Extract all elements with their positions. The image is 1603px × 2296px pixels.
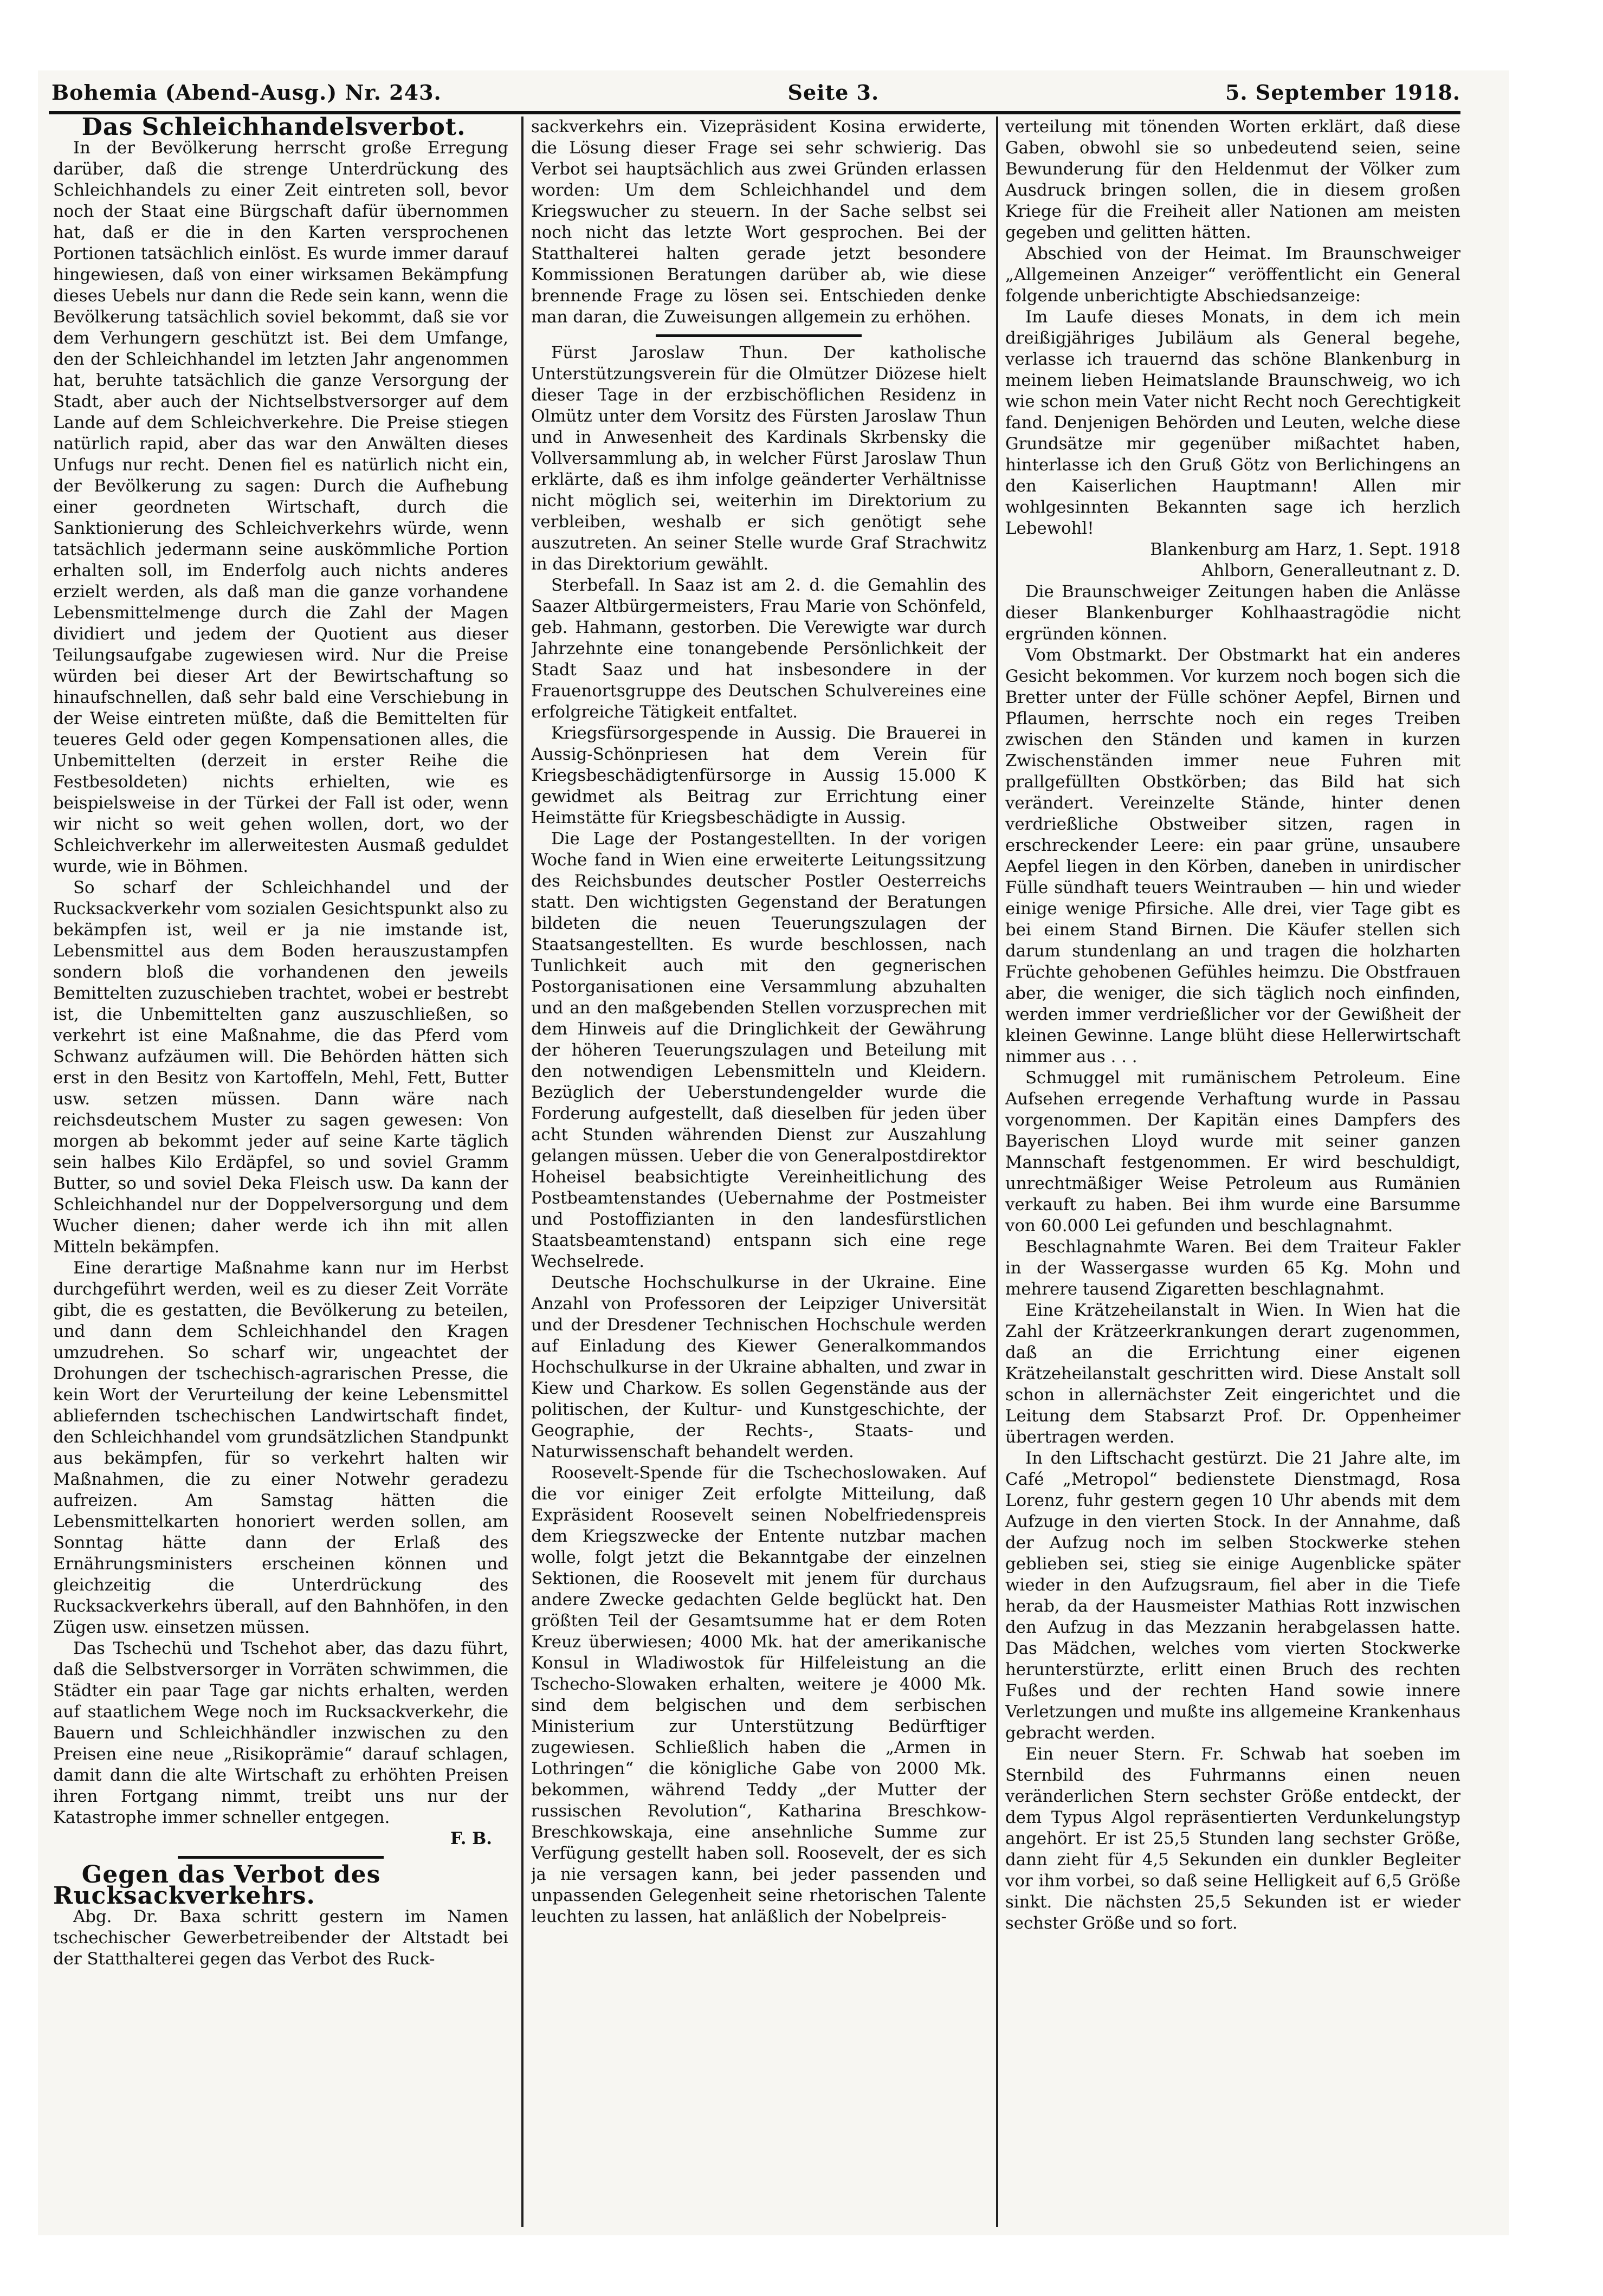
article-paragraph: Eine derartige Maßnahme kann nur im Herbst durchgeführt werden, weil es zu dieser Zeit Vorräte gibt, die es gestatten, die Bevölkerung zu beteilen, und dann dem Schleichhandel den Kragen umzudrehen. So scharf wir, ungeachtet der Drohungen der tschechisch-agrarischen Presse, die kein Wort der Verurteilung der keine Lebensmittel abliefernden tschechischen Landwirtschaft findet, den Schleichhandel vom grundsätzlichen Standpunkt aus bekämpfen, für so verkehrt halten wir Maßnahmen, die zu einer Notwehr geradezu aufreizen. Am Samstag hätten die Lebensmittelkarten honoriert werden sollen, am Sonntag hätte dann der Erlaß des Ernährungsministers erscheinen können und gleichzeitig die Unterdrückung des Rucksackverkehrs überall, auf den Bahnhöfen, in den Zügen usw. einsetzen müssen. [53,1258,508,1637]
header-date: 5. September 1918. [1225,80,1460,105]
article-title-rucksackverkehr: Gegen das Verbot des Rucksackverkehrs. [53,1861,381,1910]
quoted-notice: Im Laufe dieses Monats, in dem ich mein dreißigjähriges Jubiläum als General begehe, verlasse ich trauernd das schöne Blankenburg in meinem lieben Heimatslande Braunschweig, wo ich wie schon mein Vater nicht Recht noch Gerechtigkeit fand. Denjenigen Behörden und Leuten, welche diese Grundsätze mir gegenüber mißachtet haben, hinterlasse ich den Gruß Götz von Berlichingens an den Kaiserlichen Hauptmann! Allen mir wohlgesinnten Bekannten sage ich herzlich Lebewohl! [1005,307,1460,538]
header-rule [49,111,1460,114]
news-item-postangestellte: Die Lage der Postangestellten. In der vorigen Woche fand in Wien eine erweiterte Leitungssitzung des Reichsbundes deutscher Postler Oesterreichs statt. Den wichtigsten Gegenstand der Beratungen bildeten die neuen Teuerungszulagen der Staatsangestellten. Es wurde beschlossen, nach Tunlichkeit auch mit den gegnerischen Postorganisationen eine Versammlung abzuhalten und an den maßgebenden Stellen vorzusprechen mit dem Hinweis auf die Dringlichkeit der Gewährung der höheren Teuerungszulagen und Beteilung mit den notwendigen Lebensmitteln und Kleidern. Bezüglich der Ueberstundengelder wurde die Forderung aufgestellt, daß dieselben für jeden über acht Stunden währenden Dienst zur Auszahlung gelangen müssen. Ueber die von Generalpostdirektor Hoheisel beabsichtigte Vereinheitlichung des Postbeamtenstandes (Uebernahme der Postmeister und Postoffizianten in den landesfürstlichen Staatsbeamtenstand) entspann sich eine rege Wechselrede. [531,829,986,1271]
article-paragraph: Die Braunschweiger Zeitungen haben die Anlässe dieser Blankenburger Kohlhaastragödie nicht ergründen können. [1005,582,1460,644]
article-separator [178,1856,384,1859]
news-item-schmuggel: Schmuggel mit rumänischem Petroleum. Eine Aufsehen erregende Verhaftung wurde in Passau vorgenommen. Der Kapitän eines Dampfers des Bayerischen Lloyd wurde mit seiner ganzen Mannschaft festgenommen. Er wird beschuldigt, unrechtmäßiger Weise Petroleum aus Rumänien verkauft zu haben. Bei ihm wurde eine Barsumme von 60.000 Lei gefunden und beschlagnahmt. [1005,1068,1460,1236]
column-3 [1005,117,1460,2227]
notice-place-date: Blankenburg am Harz, 1. Sept. 1918 [1150,540,1460,559]
article-paragraph: Abg. Dr. Baxa schritt gestern im Namen tschechischer Gewerbetreibender der Altstadt bei der Statthalterei gegen das Verbot des Ruck- [53,1907,508,1969]
header-page-number: Seite 3. [787,80,880,105]
news-item-liftschacht: In den Liftschacht gestürzt. Die 21 Jahre alte, im Café „Metropol“ bedienstete Dienstmagd, Rosa Lorenz, fuhr gestern gegen 10 Uhr abends mit dem Aufzuge in den vierten Stock. In der Annahme, daß der Aufzug noch im selben Stockwerke stehen geblieben sei, stieg sie einige Augenblicke später wieder in den Aufzugsraum, fiel aber in die Tiefe herab, da der Hausmeister Mathias Rott inzwischen den Aufzug in das Mezzanin herabgelassen hatte. Das Mädchen, welches vom vierten Stockwerke herunterstürzte, erlitt einen Bruch des rechten Fußes und der rechten Hand sowie innere Verletzungen und mußte ins allgemeine Krankenhaus gebracht werden. [1005,1448,1460,1743]
news-item-aussig: Kriegsfürsorgespende in Aussig. Die Brauerei in Aussig-Schönpriesen hat dem Verein für Kriegsbeschädigtenfürsorge in Aussig 15.000 K gewidmet als Beitrag zur Errichtung einer Heimstätte für Kriegsbeschädigte in Aussig. [531,723,986,827]
article-paragraph: verteilung mit tönenden Worten erklärt, daß diese Gaben, obwohl sie so unbedeutend seien, seine Bewunderung für den Heldenmut der Völker zum Ausdruck bringen sollen, die in diesem großen Kriege für die Freiheit aller Nationen am meisten gegeben und gelitten hätten. [1005,117,1460,242]
article-paragraph: In der Bevölkerung herrscht große Erregung darüber, daß die strenge Unterdrückung des Schleichhandels zu einer Zeit eintreten soll, bevor noch der Staat eine Bürgschaft dafür übernommen hat, daß er die in den Karten versprochenen Portionen tatsächlich einlöst. Es wurde immer darauf hingewiesen, daß von einer wirksamen Bekämpfung dieses Uebels nur dann die Rede sein kann, wenn die Bevölkerung tatsächlich soviel bekommt, daß sie vor dem Verhungern geschützt ist. Bei dem Umfange, den der Schleichhandel im letzten Jahr angenommen hat, beruhte tatsächlich die ganze Versorgung der Stadt, aber auch der Nichtselbstversorger auf dem Lande auf dem Schleichverkehre. Die Preise stiegen natürlich rapid, aber das war den Anwälten dieses Unfugs nur recht. Denen fiel es natürlich nicht ein, der Bevölkerung zu sagen: Durch die Aufhebung einer geordneten Wirtschaft, durch die Sanktionierung des Schleichverkehrs würde, wenn tatsächlich jedermann seine auskömmliche Portion erhalten soll, im Enderfolg auch nichts anderes erzielt werden, als daß man die ganze vorhandene Lebensmittelmenge durch die Zahl der Magen dividiert und jedem der Quotient aus dieser Teilungsaufgabe zugewiesen wird. Nur die Preise würden bei dieser Art der Bewirtschaftung so hinaufschnellen, daß sehr bald eine Verschiebung in der Weise eintreten müßte, daß die Bemittelten für teueres Geld oder gegen Kompensationen alles, die Unbemittelten (derzeit in erster Reihe die Festbesoldeten) nichts erhielten, wie es beispielsweise in der Türkei der Fall ist oder, wenn wir nicht so weit gehen wollen, dort, wo der Schleichverkehr im allerweitesten Ausmaß geduldet wurde, wie in Böhmen. [53,138,508,876]
news-item-obstmarkt: Vom Obstmarkt. Der Obstmarkt hat ein anderes Gesicht bekommen. Vor kurzem noch bogen sich die Bretter unter der Fülle schöner Aepfel, Birnen und Pflaumen, herrschte noch ein reges Treiben zwischen den Ständen und kamen in kurzen Zwischenständen immer neue Fuhren mit prallgefüllten Obstkörben; das Bild hat sich verändert. Vereinzelte Stände, hinter denen verdrießliche Obstweiber sitzen, ragen in erschreckender Leere: ein paar grüne, unsaubere Aepfel liegen in den Körben, daneben in unirdischer Fülle sündhaft teuers Weintrauben — hin und wieder einige wenige Pfirsiche. Alle drei, vier Tage gibt es bei einem Stand Birnen. Die Käufer stellen sich darum stundenlang an und tragen die holzharten Früchte gehobenen Gefühles heimzu. Die Obstfrauen aber, die weniger, die sich täglich noch einfinden, werden immer verdrießlicher vor der Gewißheit der kleinen Gewinne. Lange blüht diese Hellerwirtschaft nimmer aus . . . [1005,645,1460,1066]
article-separator [656,334,862,337]
column-2 [531,117,986,2227]
column-rule-2 [996,117,998,2227]
news-item-stern: Ein neuer Stern. Fr. Schwab hat soeben im Sternbild des Fuhrmanns einen neuen veränderlichen Stern sechster Größe entdeckt, der dem Typus Algol repräsentierten Verdunkelungstyp angehört. Er ist 25,5 Stunden lang sechster Größe, dann zieht für 4,5 Sekunden ein dunkler Begleiter vor ihm vorbei, so daß seine Helligkeit auf 6,5 Größe sinkt. Die nächsten 25,5 Sekunden ist er wieder sechster Größe und so fort. [1005,1744,1460,1933]
news-item-sterbefall: Sterbefall. In Saaz ist am 2. d. die Gemahlin des Saazer Altbürgermeisters, Frau Marie von Schönfeld, geb. Hahmann, gestorben. Die Verewigte war durch Jahrzehnte eine tonangebende Persönlichkeit der Stadt Saaz und hat insbesondere in der Frauenortsgruppe des Deutschen Schulvereines eine erfolgreiche Tätigkeit entfaltet. [531,575,986,722]
header-issue: Bohemia (Abend-Ausg.) Nr. 243. [51,80,442,105]
article-paragraph: So scharf der Schleichhandel und der Rucksackverkehr vom sozialen Gesichtspunkt also zu bekämpfen ist, weil er ja nie imstande ist, Lebensmittel aus dem Boden herauszustampfen sondern bloß die vorhandenen den jeweils Bemittelten zuzuschieben trachtet, wobei er bestrebt ist, die Unbemittelten ganz auszuschließen, so verkehrt ist eine Maßnahme, die das Pferd vom Schwanz aufzäumen will. Die Behörden hätten sich erst in den Besitz von Kartoffeln, Mehl, Fett, Butter usw. setzen müssen. Dann wäre nach reichsdeutschem Muster zu sagen gewesen: Von morgen ab bekommt jeder auf seine Karte täglich sein halbes Kilo Erdäpfel, so und soviel Gramm Butter, so und soviel Deka Fleisch usw. Da kann der Schleichhandel nur der Doppelversorgung und dem Wucher dienen; daher werde ich ihn mit allen Mitteln bekämpfen. [53,878,508,1257]
news-item-kraetze: Eine Krätzeheilanstalt in Wien. In Wien hat die Zahl der Krätzeerkrankungen derart zugenommen, daß an die Errichtung einer eigenen Krätzeheilanstalt geschritten wird. Diese Anstalt soll schon in allernächster Zeit eingerichtet und die Leitung dem Stabsarzt Prof. Dr. Oppenheimer übertragen werden. [1005,1301,1460,1447]
news-item-beschlagnahme: Beschlagnahmte Waren. Bei dem Traiteur Fakler in der Wassergasse wurden 65 Kg. Mohn und mehrere tausend Zigaretten beschlagnahmt. [1005,1237,1460,1299]
article-paragraph: sackverkehrs ein. Vizepräsident Kosina erwiderte, die Lösung dieser Frage sei sehr schwierig. Das Verbot sei hauptsächlich aus zwei Gründen erlassen worden: Um dem Schleichhandel und dem Kriegswucher zu steuern. In der Sache selbst sei noch nicht das letzte Wort gesprochen. Bei der Statthalterei halten gerade jetzt besondere Kommissionen Beratungen darüber ab, wie diese brennende Frage zu lösen sei. Entschieden denke man daran, die Zuweisungen allgemein zu erhöhen. [531,117,986,327]
column-rule-1 [521,117,523,2227]
article-signature: F. B. [450,1829,492,1848]
news-item-roosevelt: Roosevelt-Spende für die Tschechoslowaken. Auf die vor einiger Zeit erfolgte Mitteilung, daß Expräsident Roosevelt seinen Nobelfriedenspreis dem Kriegszwecke der Entente nutzbar machen wolle, folgt jetzt die Bekanntgabe der einzelnen Sektionen, die Roosevelt mit jenem für durchaus andere Zwecke gedachten Gelde beglückt hat. Den größten Teil der Gesamtsumme hat er dem Roten Kreuz überwiesen; 4000 Mk. hat der amerikanische Konsul in Wladiwostok für Hilfeleistung an die Tschecho-Slowaken erhalten, weitere je 4000 Mk. sind dem belgischen und dem serbischen Ministerium zur Unterstützung Bedürftiger zugewiesen. Schließlich haben die „Armen in Lothringen“ die königliche Gabe von 2000 Mk. bekommen, während Teddy „der Mutter der russischen Revolution“, Katharina Breschkow-Breschkowskaja, eine ansehnliche Summe zur Verfügung gestellt haben soll. Roosevelt, der es sich ja nie versagen kann, bei jeder passenden und unpassenden Gelegenheit seine rhetorischen Talente leuchten zu lassen, hat anläßlich der Nobelpreis- [531,1463,986,1926]
column-1 [53,117,508,2227]
article-paragraph: Das Tschechü und Tschehot aber, das dazu führt, daß die Selbstversorger in Vorräten schwimmen, die Städter ein paar Tage gar nichts erhalten, werden auf staatlichem Wege noch im Rucksackverkehr, die Bauern und Schleichhändler inzwischen zu den Preisen eine neue „Risikoprämie“ darauf schlagen, damit dann die alte Wirtschaft zu erhöhten Preisen ihren Fortgang nimmt, treibt uns nur der Katastrophe immer schneller entgegen. [53,1639,508,1827]
notice-signature: Ahlborn, Generalleutnant z. D. [1201,561,1460,580]
article-title-schleichhandelsverbot: Das Schleichhandelsverbot. [81,117,466,141]
page-header [51,76,1460,108]
news-item-thun: Fürst Jaroslaw Thun. Der katholische Unterstützungsverein für die Olmützer Diözese hielt dieser Tage in der erzbischöflichen Residenz in Olmütz unter dem Vorsitz des Fürsten Jaroslaw Thun und in Anwesenheit des Kardinals Skrbensky die Vollversammlung ab, in welcher Fürst Jaroslaw Thun erklärte, daß es ihm infolge geänderter Verhältnisse nicht möglich sei, weiterhin im Direktorium zu verbleiben, weshalb er sich genötigt sehe auszutreten. An seiner Stelle wurde Graf Strachwitz in das Direktorium gewählt. [531,343,986,574]
news-item-hochschulkurse: Deutsche Hochschulkurse in der Ukraine. Eine Anzahl von Professoren der Leipziger Universität und der Dresdener Technischen Hochschule werden auf Einladung des Kiewer Generalkommandos Hochschulkurse in der Ukraine abhalten, und zwar in Kiew und Charkow. Es sollen Gegenstände aus der politischen, der Kultur- und Kunstgeschichte, der Geographie, der Rechts-, Staats- und Naturwissenschaft behandelt werden. [531,1273,986,1461]
news-item-abschied: Abschied von der Heimat. Im Braunschweiger „Allgemeinen Anzeiger“ veröffentlicht ein General folgende unberichtigte Abschiedsanzeige: [1005,244,1460,306]
